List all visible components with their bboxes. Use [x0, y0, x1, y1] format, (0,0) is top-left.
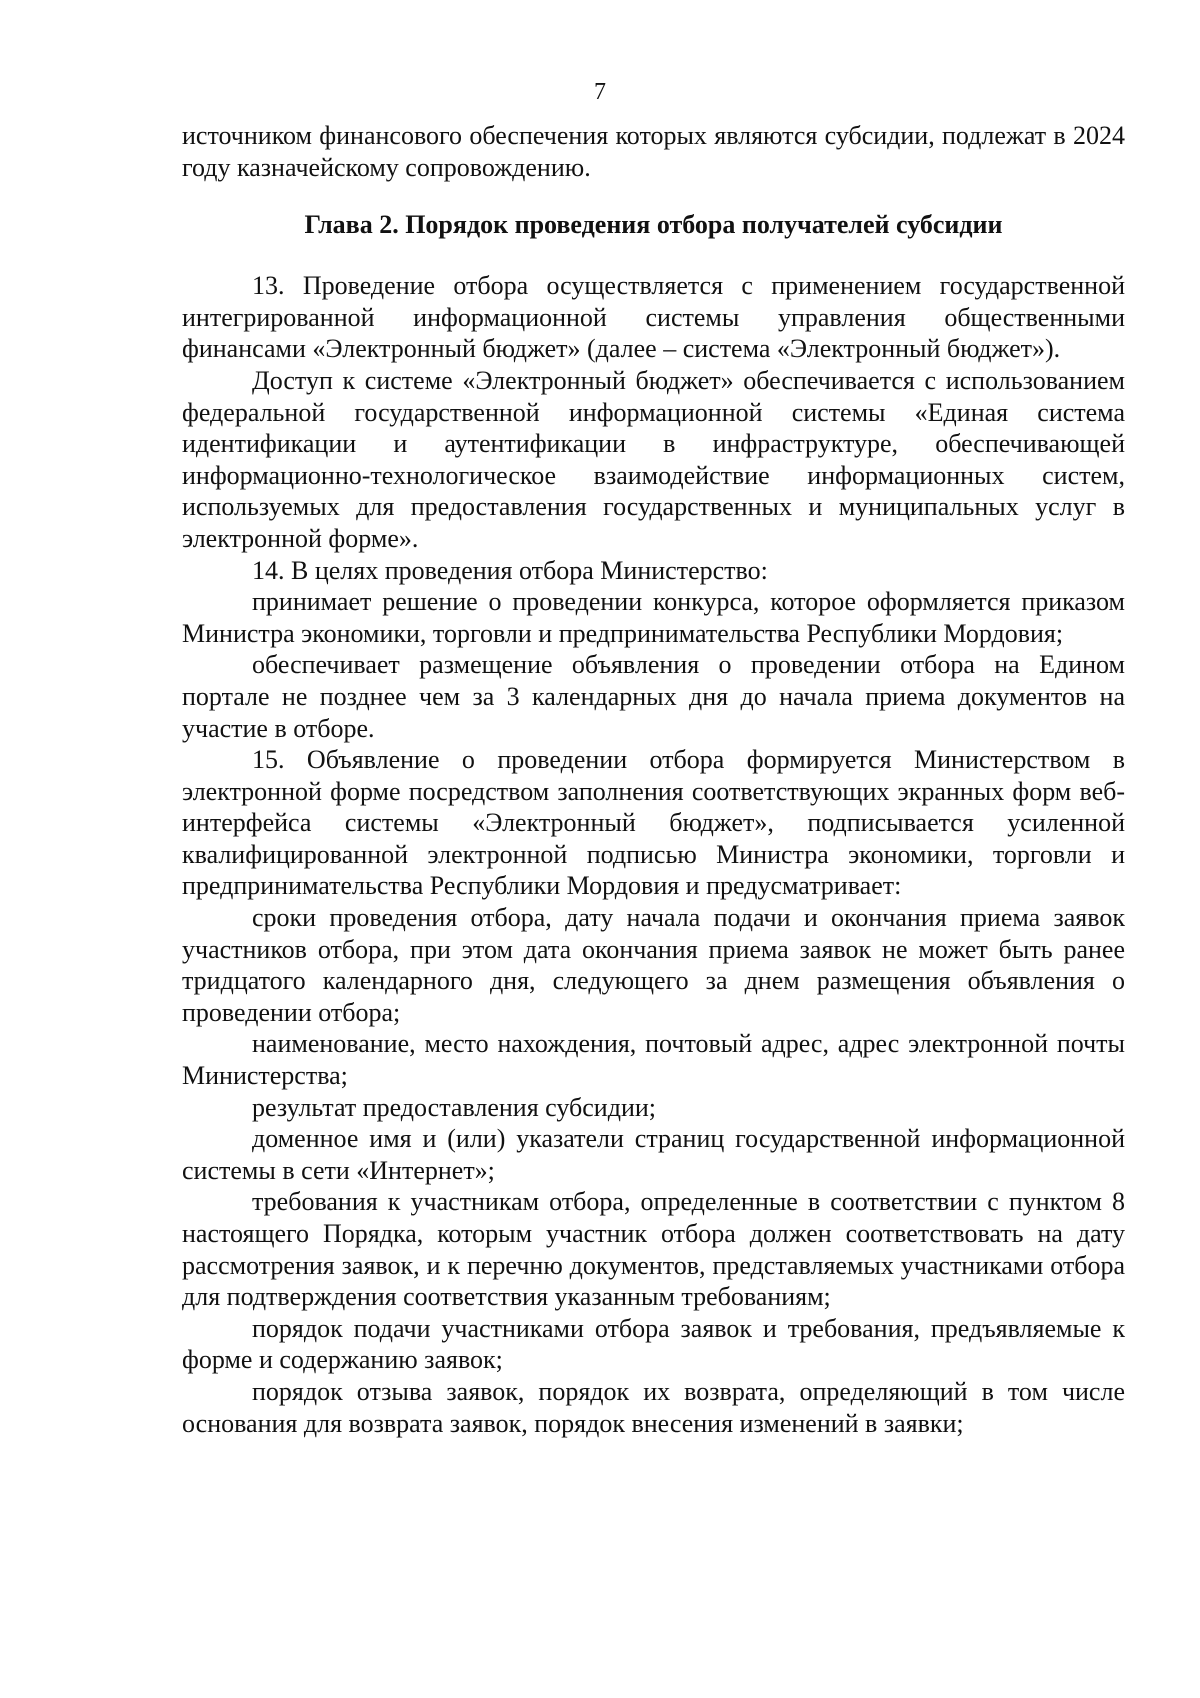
- paragraph-address: наименование, место нахождения, почтовый адрес, адрес электронной почты Министерства;: [182, 1029, 1125, 1091]
- paragraph-15: 15. Объявление о проведении отбора формируется Министерством в электронной форме посредством заполнения соответствующих экранных форм веб-интерфейса системы «Электронный бюджет», подписывается усиленной квалифицированной электронной подписью Министра экономики, торговли и предпринимательства Республики Мордовия и предусматривает:: [182, 745, 1125, 901]
- paragraph-14: 14. В целях проведения отбора Министерство:: [252, 555, 768, 585]
- paragraph-withdrawal: порядок отзыва заявок, порядок их возврата, определяющий в том числе основания для возврата заявок, порядок внесения изменений в заявки;: [182, 1376, 1125, 1438]
- paragraph-submission: порядок подачи участниками отбора заявок и требования, предъявляемые к форме и содержанию заявок;: [182, 1313, 1125, 1375]
- paragraph-result: результат предоставления субсидии;: [252, 1092, 656, 1122]
- chapter-title: Глава 2. Порядок проведения отбора получателей субсидии: [304, 210, 1003, 240]
- page-number: 7: [594, 79, 606, 105]
- paragraph-decision: принимает решение о проведении конкурса, которое оформляется приказом Министра экономики, торговли и предпринимательства Республики Мордовия;: [182, 587, 1125, 648]
- paragraph-domain: доменное имя и (или) указатели страниц государственной информационной системы в сети «Интернет»;: [182, 1124, 1125, 1185]
- paragraph-13: 13. Проведение отбора осуществляется с применением государственной интегрированной информационной системы управления общественными финансами «Электронный бюджет» (далее – система «Электронный бюджет»).: [182, 271, 1125, 364]
- paragraph-deadlines: сроки проведения отбора, дату начала подачи и окончания приема заявок участников отбора, при этом дата окончания приема заявок не может быть ранее тридцатого календарного дня, следующего за днем размещения объявления о проведении отбора;: [182, 903, 1125, 1027]
- intro-paragraph: источником финансового обеспечения которых являются субсидии, подлежат в 2024 году казначейскому сопровождению.: [182, 121, 1125, 182]
- paragraph-announcement: обеспечивает размещение объявления о проведении отбора на Едином портале не позднее чем за 3 календарных дня до начала приема документов на участие в отборе.: [182, 650, 1125, 743]
- paragraph-access: Доступ к системе «Электронный бюджет» обеспечивается с использованием федеральной государственной информационной системы «Единая система идентификации и аутентификации в инфраструктуре, обеспечивающей информационно-технологическое взаимодействие информационных систем, используемых для предоставления государственных и муниципальных услуг в электронной форме».: [182, 365, 1125, 553]
- paragraph-requirements: требования к участникам отбора, определенные в соответствии с пунктом 8 настоящего Порядка, которым участник отбора должен соответствовать на дату рассмотрения заявок, и к перечню документов, представляемых участниками отбора для подтверждения соответствия указанным требованиям;: [182, 1187, 1125, 1312]
